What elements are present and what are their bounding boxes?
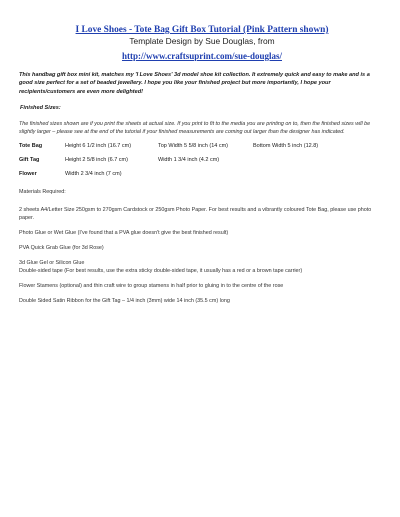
material-item: Double-sided tape (For best results, use the extra sticky double-sided tape, it usually has a red or a brown tape carrier) <box>19 268 303 275</box>
page-title: I Love Shoes - Tote Bag Gift Box Tutorial (Pink Pattern shown) <box>75 25 329 35</box>
material-item: Flower Stamens (optional) and thin craft wire to group stamens in half prior to gluing in to the centre of the rose <box>19 283 284 290</box>
designer-link[interactable]: http://www.craftsuprint.com/sue-douglas/ <box>121 51 282 61</box>
size-cell: Top Width 5 5/8 inch (14 cm) <box>158 143 229 150</box>
size-cell: Height 2 5/8 inch (6.7 cm) <box>65 157 128 164</box>
material-item: 3d Glue Gel or Silicon Glue <box>19 260 85 267</box>
document-page <box>19 25 385 305</box>
material-item: Double Sided Satin Ribbon for the Gift Tag – 1/4 inch (3mm) wide 14 inch (35.5 cm) long <box>19 298 230 305</box>
size-row-tote-bag <box>19 142 385 150</box>
material-item: Photo Glue or Wet Glue (I've found that a PVA glue doesn't give the best finished result) <box>19 230 229 237</box>
material-item: PVA Quick Grab Glue (for 3d Rose) <box>19 245 104 252</box>
size-cell: Height 6 1/2 inch (16.7 cm) <box>65 143 132 150</box>
sizes-table <box>19 142 385 178</box>
page-subtitle: Template Design by Sue Douglas, from <box>129 36 275 46</box>
size-row-flower <box>19 170 385 178</box>
materials-heading: Materials Required: <box>19 189 66 196</box>
size-cell: Bottom Width 5 inch (12.8) <box>253 143 319 150</box>
size-row-label: Tote Bag <box>19 143 43 150</box>
intro-paragraph: This handbag gift box mini kit, matches my 'I Love Shoes' 3d model shoe kit collection. It extremely quick and easy to make and is a good size perfect for a set of beaded jewellery. I hope you like your finished project but more importantly, I hope your recipients/customers are even more delighted! <box>19 72 370 95</box>
size-cell: Width 2 3/4 inch (7 cm) <box>65 171 122 178</box>
size-row-label: Gift Tag <box>19 157 40 164</box>
finished-sizes-heading: Finished Sizes: <box>20 104 61 111</box>
size-cell: Width 1 3/4 inch (4.2 cm) <box>158 157 220 164</box>
finished-sizes-note: The finished sizes shown are if you print the sheets at actual size. If you print to fit to the media you are printing on to, then the finished sizes will be slightly larger – please see at the end of the tutorial if your finished measurements are coming out larger than the designer has indicated. <box>19 120 371 135</box>
material-item: 2 sheets A4/Letter Size 250gsm to 270gsm Cardstock or 250gsm Photo Paper. For best results and a vibrantly coloured Tote Bag, please use photo paper. <box>19 207 372 222</box>
size-row-gift-tag <box>19 156 385 164</box>
size-row-label: Flower <box>19 171 37 178</box>
